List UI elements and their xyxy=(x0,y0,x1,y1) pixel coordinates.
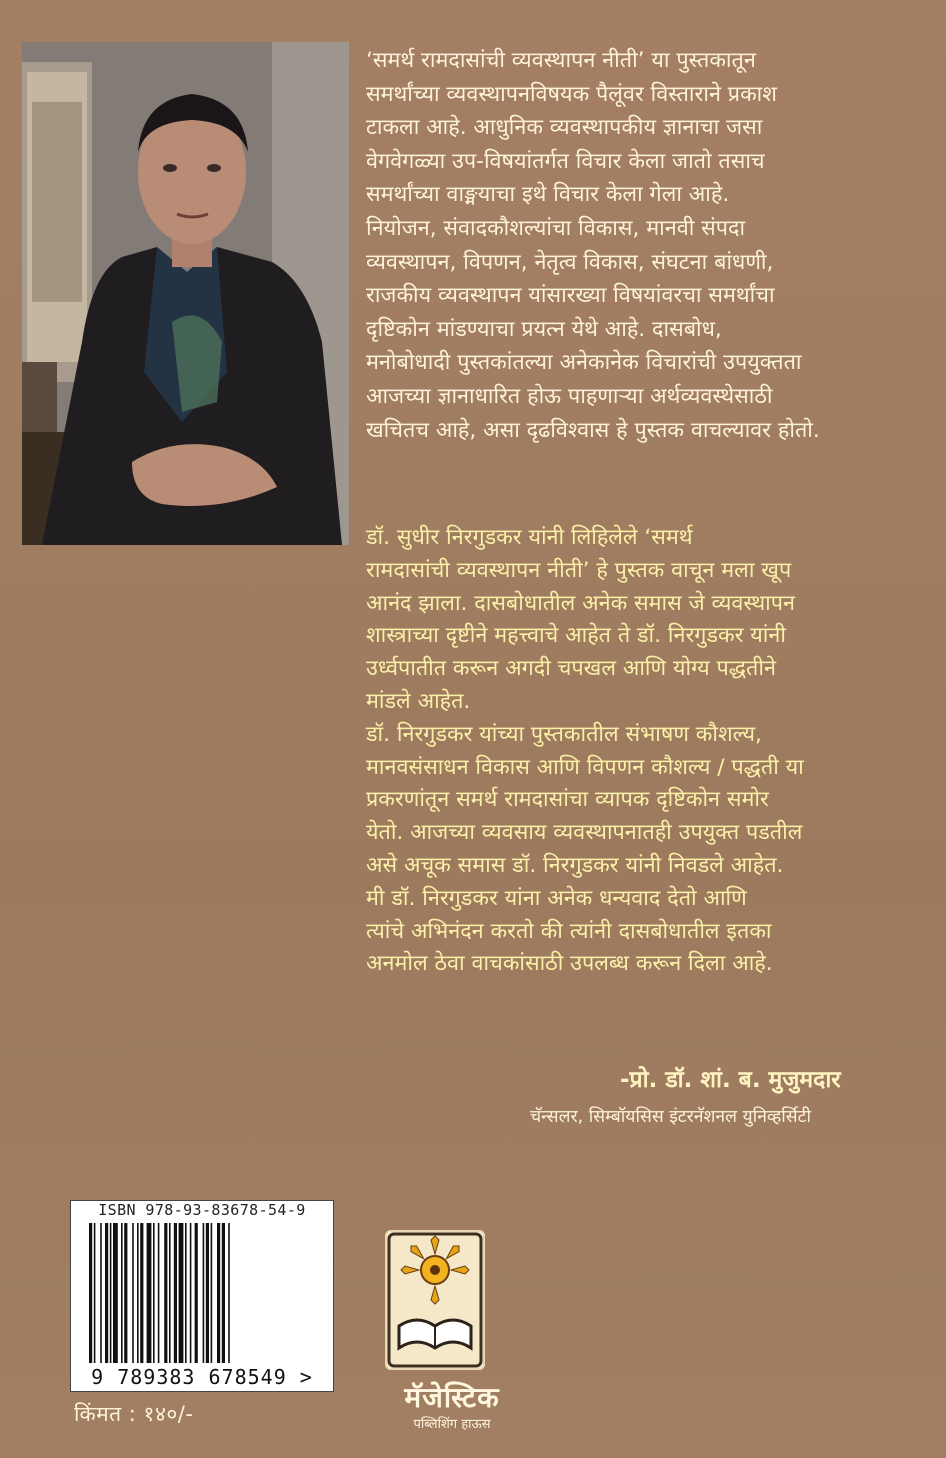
endorser-signature: -प्रो. डॉ. शां. ब. मुजुमदार xyxy=(620,1067,841,1093)
blurb-line: राजकीय व्यवस्थापन यांसारख्या विषयांवरचा समर्थांचा xyxy=(366,283,775,309)
endorsement-quote xyxy=(366,522,936,981)
quote-line: मानवसंसाधन विकास आणि विपणन कौशल्य / पद्धती या xyxy=(366,754,804,780)
quote-line: येतो. आजच्या व्यवसाय व्यवस्थापनातही उपयुक्त पडतील xyxy=(366,820,803,846)
isbn-label: ISBN 978-93-83678-54-9 xyxy=(98,1201,306,1219)
sun-book-emblem-icon xyxy=(385,1230,485,1370)
quote-line: प्रकरणांतून समर्थ रामदासांचा व्यापक दृष्टिकोन समोर xyxy=(366,787,769,813)
blurb-line: ‘समर्थ रामदासांची व्यवस्थापन नीती’ या पुस्तकातून xyxy=(366,48,756,73)
author-portrait-icon xyxy=(22,42,349,545)
blurb-line: समर्थांच्या वाङ्मयाचा इथे विचार केला गेला आहे. xyxy=(366,182,730,208)
quote-line: त्यांचे अभिनंदन करतो की त्यांनी दासबोधातील इतका xyxy=(366,918,772,944)
author-photo xyxy=(22,42,349,545)
isbn-barcode xyxy=(70,1200,334,1392)
blurb-line: व्यवस्थापन, विपणन, नेतृत्व विकास, संघटना बांधणी, xyxy=(366,249,774,275)
quote-line: डॉ. निरगुडकर यांच्या पुस्तकातील संभाषण कौशल्य, xyxy=(366,721,762,747)
quote-line: डॉ. सुधीर निरगुडकर यांनी लिहिलेले ‘समर्थ xyxy=(366,525,693,550)
blurb-line: आजच्या ज्ञानाधारित होऊ पाहणाऱ्या अर्थव्यवस्थेसाठी xyxy=(366,383,773,409)
book-blurb xyxy=(366,44,936,447)
price-label: किंमत : १४०/- xyxy=(74,1402,194,1426)
quote-line: अनमोल ठेवा वाचकांसाठी उपलब्ध करून दिला आहे. xyxy=(366,951,773,977)
blurb-line: वेगवेगळ्या उप-विषयांतर्गत विचार केला जातो तसाच xyxy=(366,148,765,174)
blurb-line: दृष्टिकोन मांडण्याचा प्रयत्न येथे आहे. दासबोध, xyxy=(366,316,722,342)
blurb-line: खचितच आहे, असा दृढविश्वास हे पुस्तक वाचल्यावर होतो. xyxy=(366,417,820,443)
quote-line: रामदासांची व्यवस्थापन नीती’ हे पुस्तक वाचून मला खूप xyxy=(366,557,792,583)
isbn-digits: 9 789383 678549 > xyxy=(91,1365,313,1389)
blurb-line: नियोजन, संवादकौशल्यांचा विकास, मानवी संपदा xyxy=(366,215,746,241)
quote-line: असे अचूक समास डॉ. निरगुडकर यांनी निवडले आहेत. xyxy=(366,852,784,878)
blurb-line: समर्थांच्या व्यवस्थापनविषयक पैलूंवर विस्ताराने प्रकाश xyxy=(366,81,777,107)
quote-line: मी डॉ. निरगुडकर यांना अनेक धन्यवाद देतो आणि xyxy=(366,885,747,911)
quote-line: आनंद झाला. दासबोधातील अनेक समास जे व्यवस्थापन xyxy=(366,590,796,616)
quote-line: शास्त्राच्या दृष्टीने महत्त्वाचे आहेत ते डॉ. निरगुडकर यांनी xyxy=(366,623,786,649)
barcode-icon xyxy=(85,1223,321,1363)
endorser-title: चॅन्सलर, सिम्बॉयसिस इंटरनॅशनल युनिव्हर्सिटी xyxy=(530,1107,811,1127)
blurb-line: मनोबोधादी पुस्तकांतल्या अनेकानेक विचारांची उपयुक्तता xyxy=(366,350,802,376)
quote-line: उर्ध्वपातीत करून अगदी चपखल आणि योग्य पद्धतीने xyxy=(366,656,776,682)
quote-line: मांडले आहेत. xyxy=(366,688,471,714)
publisher-subtitle: पब्लिशिंग हाऊस xyxy=(413,1417,491,1432)
blurb-line: टाकला आहे. आधुनिक व्यवस्थापकीय ज्ञानाचा जसा xyxy=(366,115,763,141)
publisher-name: मॅजेस्टिक xyxy=(404,1381,500,1414)
